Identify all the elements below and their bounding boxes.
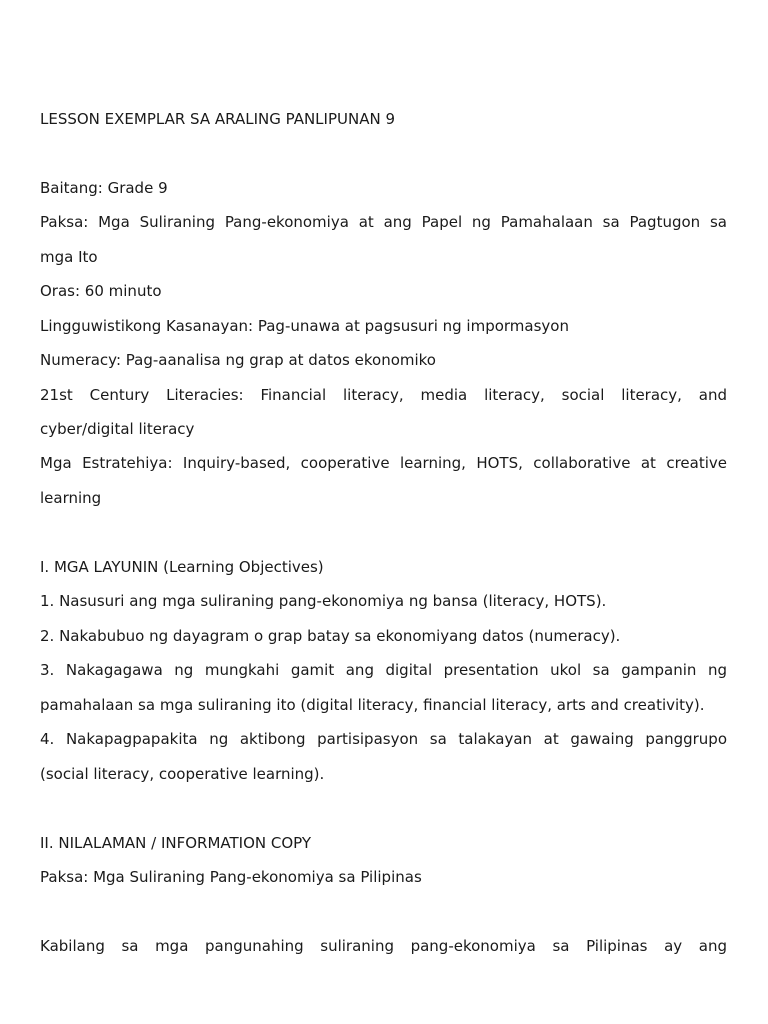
content-paksa: Paksa: Mga Suliraning Pang-ekonomiya sa Pilipinas	[40, 868, 422, 886]
objectives-heading: I. MGA LAYUNIN (Learning Objectives)	[40, 558, 324, 576]
document-title: LESSON EXEMPLAR SA ARALING PANLIPUNAN 9	[40, 110, 395, 128]
baitang-line: Baitang: Grade 9	[40, 179, 168, 197]
literacies-line-1: 21st Century Literacies: Financial literacy, media literacy, social literacy, and	[40, 386, 727, 404]
objective-item-2: 2. Nakabubuo ng dayagram o grap batay sa ekonomiyang datos (numeracy).	[40, 627, 621, 645]
objective-item-4-line-1: 4. Nakapagpapakita ng aktibong partisipasyon sa talakayan at gawaing panggrupo	[40, 730, 727, 748]
objective-item-3-line-2: pamahalaan sa mga suliraning ito (digital literacy, financial literacy, arts and creativity).	[40, 696, 705, 714]
estratehiya-line-1: Mga Estratehiya: Inquiry-based, cooperative learning, HOTS, collaborative at creative	[40, 454, 727, 472]
lingguwistiko-line: Lingguwistikong Kasanayan: Pag-unawa at pagsusuri ng impormasyon	[40, 317, 569, 335]
paksa-line-2: mga Ito	[40, 248, 98, 266]
numeracy-line: Numeracy: Pag-aanalisa ng grap at datos ekonomiko	[40, 351, 436, 369]
estratehiya-line-2: learning	[40, 489, 102, 507]
objective-item-1: 1. Nasusuri ang mga suliraning pang-ekonomiya ng bansa (literacy, HOTS).	[40, 592, 607, 610]
oras-line: Oras: 60 minuto	[40, 282, 162, 300]
paksa-line-1: Paksa: Mga Suliraning Pang-ekonomiya at ang Papel ng Pamahalaan sa Pagtugon sa	[40, 213, 727, 231]
objective-item-3-line-1: 3. Nakagagawa ng mungkahi gamit ang digital presentation ukol sa gampanin ng	[40, 661, 727, 679]
literacies-line-2: cyber/digital literacy	[40, 420, 195, 438]
content-heading: II. NILALAMAN / INFORMATION COPY	[40, 834, 312, 852]
objective-item-4-line-2: (social literacy, cooperative learning).	[40, 765, 325, 783]
content-paragraph-line-1: Kabilang sa mga pangunahing suliraning pang-ekonomiya sa Pilipinas ay ang	[40, 937, 727, 955]
